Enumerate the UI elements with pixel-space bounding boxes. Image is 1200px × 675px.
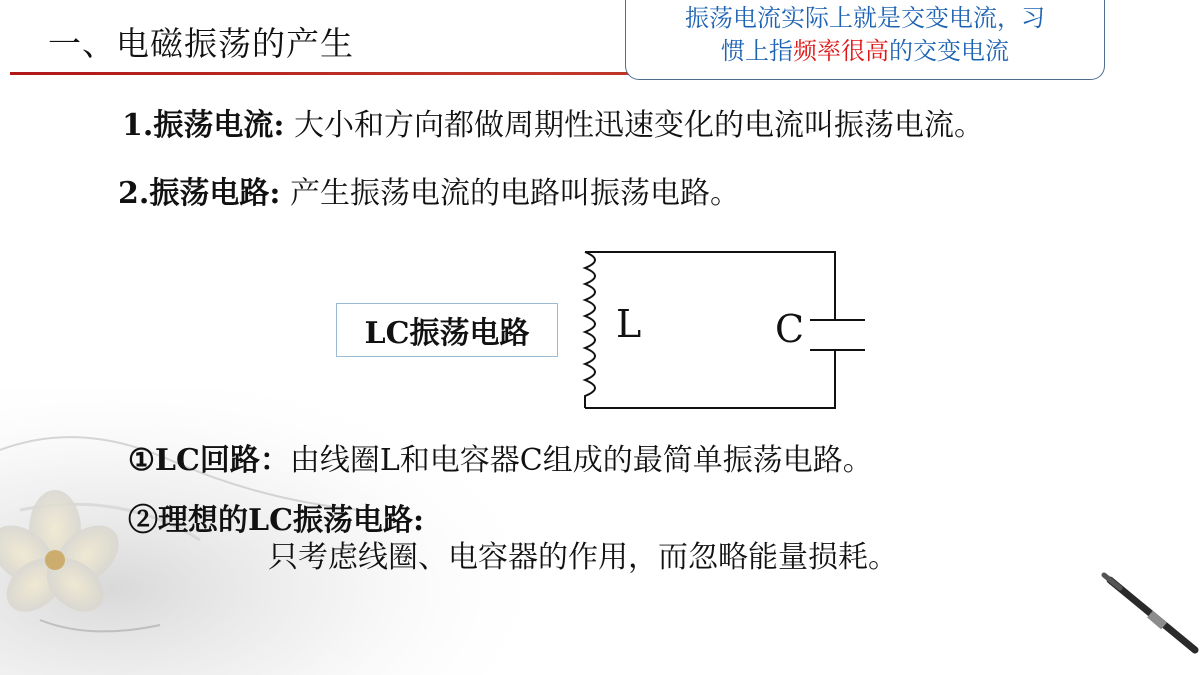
definition-label: 1.振荡电流: xyxy=(122,108,285,143)
definition-text: 产生振荡电流的电路叫振荡电路。 xyxy=(280,176,740,211)
inductor-coil xyxy=(585,252,595,408)
callout-line-2-pre: 惯上指 xyxy=(721,37,793,65)
definition-oscillating-current xyxy=(122,100,984,144)
lc-circuit-diagram xyxy=(560,240,880,420)
callout-line-2-post: 的交变电流 xyxy=(889,37,1009,65)
callout-highlight: 频率很高 xyxy=(793,37,889,65)
point-label: ①LC回路： xyxy=(128,443,290,478)
callout-note xyxy=(625,0,1105,80)
point-lc-loop xyxy=(128,435,873,479)
brush-decoration xyxy=(1090,570,1200,675)
callout-line-2 xyxy=(626,35,1104,68)
definition-label: 2.振荡电路: xyxy=(118,176,281,211)
capacitor-label: C xyxy=(775,307,805,351)
callout-line-1: 振荡电流实际上就是交变电流，习 xyxy=(685,4,1045,32)
lc-circuit-label-box: LC振荡电路 xyxy=(336,303,558,357)
inductor-label: L xyxy=(616,302,642,346)
section-title: 一、电磁振荡的产生 xyxy=(48,24,354,63)
definition-text: 大小和方向都做周期性迅速变化的电流叫振荡电流。 xyxy=(284,108,984,143)
point-ideal-lc-text: 只考虑线圈、电容器的作用，而忽略能量损耗。 xyxy=(268,540,898,575)
definition-oscillating-circuit xyxy=(118,168,740,212)
point-text: 由线圈L和电容器C组成的最简单振荡电路。 xyxy=(289,443,873,478)
point-label: ②理想的LC振荡电路: xyxy=(128,503,425,538)
